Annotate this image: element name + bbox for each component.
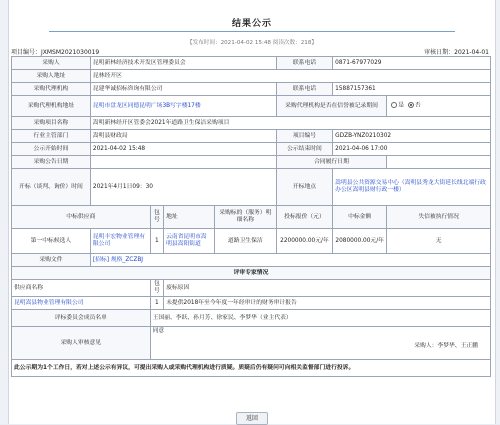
pub-start-value: 2021-04-02 15:48 (90, 143, 276, 156)
table-row (12, 70, 491, 83)
table-row (12, 327, 491, 360)
project-id-label: 项目编号 (276, 130, 332, 143)
bid-place-value: 嵩明县公共资源交易中心（嵩明县秀龙大街延长线北端行政办公区嵩明县财行政一楼） (333, 169, 491, 206)
signature: 采购人：李梦华、王正鹏 (414, 343, 478, 349)
contact-value: 0871-67977029 (333, 57, 491, 70)
expert-col-reason: 废标原因 (164, 280, 491, 297)
supplier-col-name: 中标供应商 (12, 206, 151, 229)
radio-no[interactable] (408, 102, 414, 108)
supplier-rank: 第一中标候选人 (12, 229, 91, 254)
supplier-row (12, 229, 491, 254)
bid-place-label: 开标地点 (276, 169, 332, 206)
expert-row-package: 1 (150, 297, 164, 310)
opinion-value: 同意 (152, 328, 165, 334)
expert-section-title: 评审专家情况 (12, 267, 491, 280)
supplier-address: 云南省昆明市嵩明县嵩阳街道 (164, 229, 215, 254)
project-number: 项目编号：JXMSM2021030019 (11, 49, 100, 56)
table-row (12, 96, 491, 117)
expert-col-package: 包号 (150, 280, 164, 297)
purchase-doc-label: 采购文件 (12, 254, 91, 267)
project-name-label: 采购项目名称 (12, 117, 91, 130)
supplier-col-item: 采购标的（服务）明细名称 (214, 206, 276, 229)
purchaser-address-value: 昆林经开区 (90, 70, 490, 83)
pub-start-label: 公示开始时间 (12, 143, 91, 156)
supplier-col-address: 地址 (164, 206, 215, 229)
radio-no-label: 否 (414, 102, 421, 109)
purchase-date-label: 采购公告日期 (12, 156, 91, 169)
purchase-date-value (90, 156, 276, 169)
supplier-name: 昆明丰宏物业管理有限公司 (90, 229, 150, 254)
purchaser-value: 昆明新林经济技术开发区管理委员会 (90, 57, 276, 70)
publish-meta: 【发布时间：2021-04-02 15:48 阅读次数：218】 (187, 40, 317, 46)
opinion-label: 采购人审核意见 (12, 327, 151, 360)
supplier-item: 道路卫生保洁 (214, 229, 276, 254)
supplier-bid: 2200000.00元/年 (276, 229, 332, 254)
supplier-eval: 无 (387, 229, 491, 254)
table-row (12, 156, 491, 169)
table-row (12, 297, 491, 310)
supplier-col-package: 包号 (150, 206, 164, 229)
project-name-value: 嵩明新林经开区管委会2021年道路卫生保洁采购项目 (90, 117, 490, 130)
announcement-paper (8, 0, 496, 424)
expert-row-reason: 未提供2018年至今年度一年经审计的财务审计报告 (164, 297, 491, 310)
back-button[interactable]: 返回 (236, 412, 268, 425)
contract-date-value (387, 156, 491, 169)
supplier-col-win: 中标金额 (333, 206, 387, 229)
table-row (12, 143, 491, 156)
agency-label: 采购代理机构 (12, 83, 91, 96)
industry-value: 嵩明县财政局 (90, 130, 276, 143)
table-row (12, 117, 491, 130)
table-row (12, 130, 491, 143)
agency-address-value: 昆明市盘龙区同德昆明广场3B写字楼17楼 (90, 96, 276, 117)
table-row (12, 57, 491, 70)
expert-col-name: 供应商名称 (12, 280, 151, 297)
table-row (12, 310, 491, 327)
agency-value: 昆建华诚招标咨询有限公司 (90, 83, 276, 96)
table-row (12, 267, 491, 280)
industry-label: 行业主管部门 (12, 130, 91, 143)
review-date: 审核日期：2021-04-01 (424, 49, 489, 56)
table-row (12, 280, 491, 297)
project-id-value: GDZB-YNZ0210302 (333, 130, 491, 143)
agency-phone-label: 联系电话 (276, 83, 332, 96)
bid-time-value: 2021年4月1日09：30 (90, 169, 276, 206)
panel-label: 评标委员会成员名单 (12, 310, 151, 327)
info-line (11, 47, 489, 55)
opinion-cell (150, 327, 490, 360)
supplier-package: 1 (150, 229, 164, 254)
supplier-win: 2080000.00元/年 (333, 229, 387, 254)
title-divider (49, 31, 455, 32)
agency-address-label: 采购代理机构地址 (12, 96, 91, 117)
credit-label: 采购代理机构是否在信誉被记录期间 (276, 96, 386, 117)
table-row (12, 360, 491, 377)
panel-value: 王国丽、李跃、孙月芳、徐家民、李梦华（业主代表） (150, 310, 490, 327)
table-row (12, 254, 491, 267)
purchaser-address-label: 采购人地址 (12, 70, 91, 83)
footnote: 此公示期为1个工作日，若对上述公示有异议，可提出采购人或采购代理机构进行质疑。质疑后仍有疑问可向相关监督部门进行投诉。 (12, 360, 491, 377)
page-title: 结果公示 (231, 19, 272, 29)
contract-date-label: 合同履行日期 (276, 156, 386, 169)
radio-yes[interactable] (391, 102, 397, 108)
pub-end-value: 2021-04-06 17:00 (333, 143, 491, 156)
supplier-col-bid: 投标报价（元） (276, 206, 332, 229)
radio-yes-label: 是 (398, 102, 405, 109)
credit-options (387, 96, 491, 117)
table-row (12, 83, 491, 96)
pub-end-label: 公示结束时间 (276, 143, 332, 156)
supplier-header-row (12, 206, 491, 229)
contact-label: 联系电话 (276, 57, 332, 70)
purchase-doc-link[interactable]: [招标] 规格_ZCZBJ (90, 254, 490, 267)
expert-row-name: 昆明嵩县物业管理有限公司 (12, 297, 151, 310)
supplier-col-eval: 失信被执行情况 (387, 206, 491, 229)
table-row (12, 169, 491, 206)
bid-time-label: 开标（谈判、询价）时间 (12, 169, 91, 206)
agency-phone-value: 15887157361 (333, 83, 491, 96)
purchaser-label: 采购人 (12, 57, 91, 70)
result-table (11, 56, 491, 377)
